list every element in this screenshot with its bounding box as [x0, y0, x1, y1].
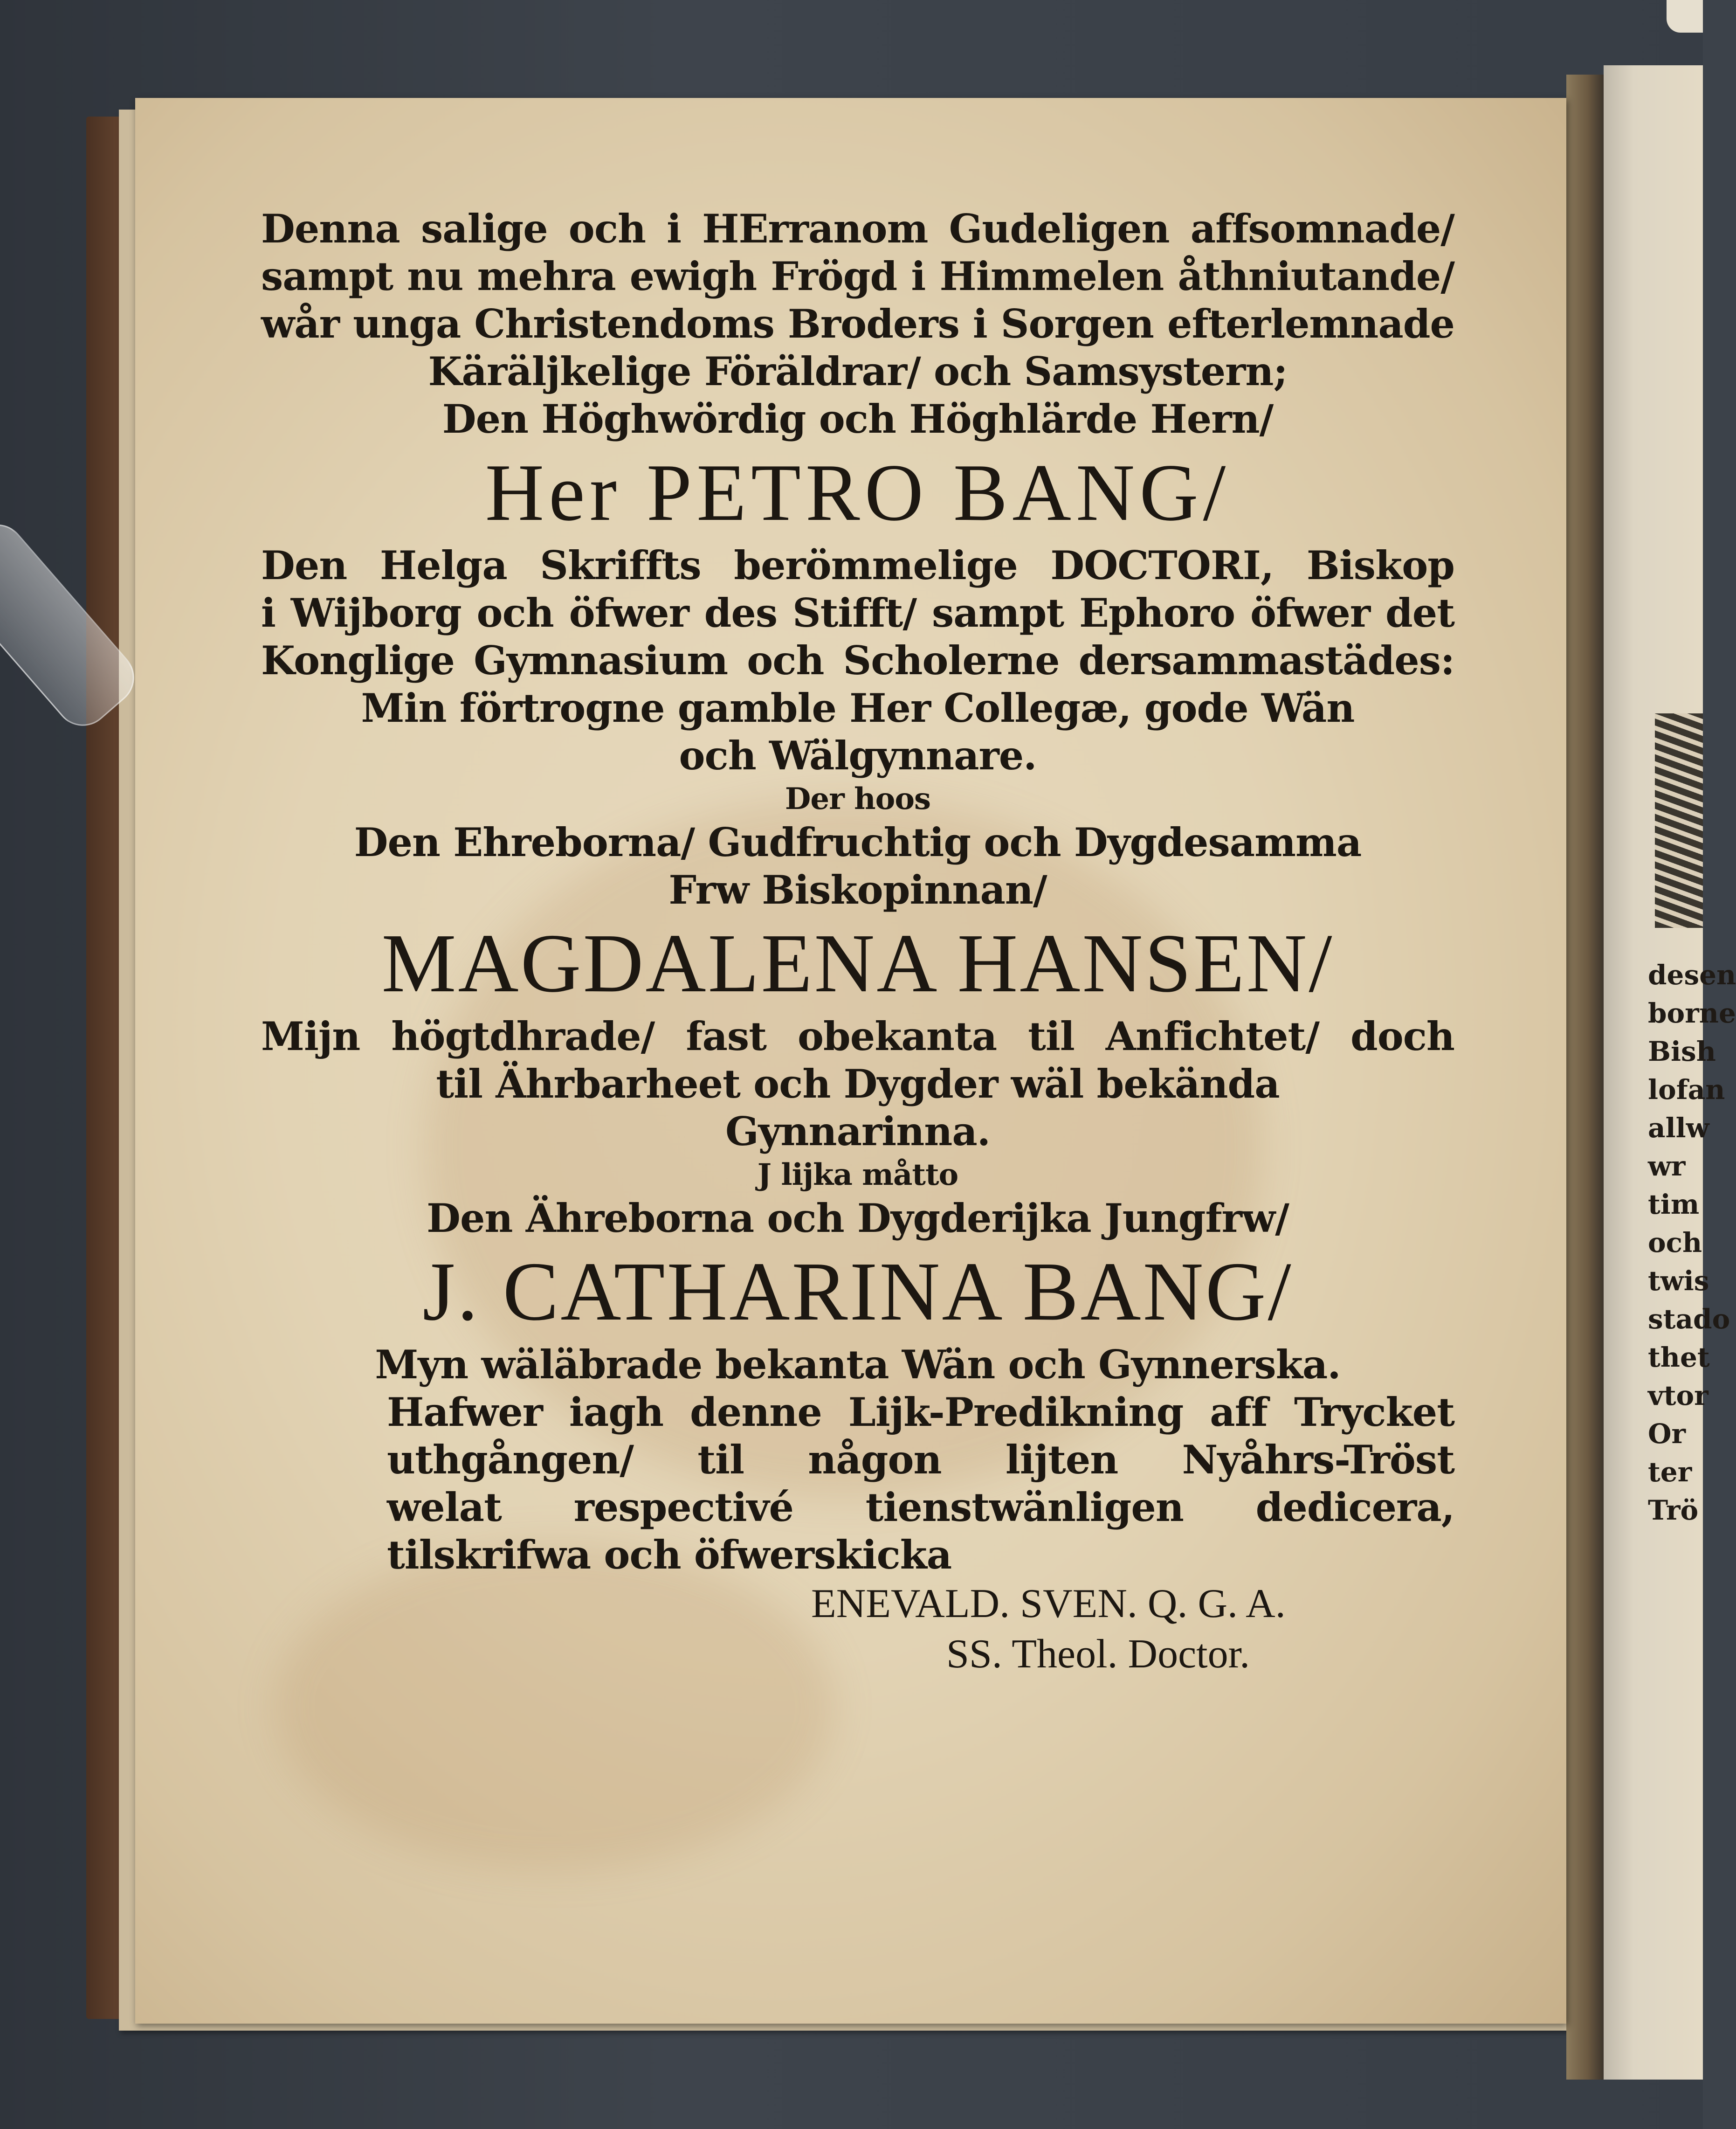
text-line: Hafwer iagh denne Lijk-Predikning aff Trycket — [387, 1389, 1454, 1435]
facing-line: stado — [1648, 1303, 1730, 1335]
honoree-name-petro: Her PETRO BANG/ — [485, 447, 1231, 538]
text-line: welat respectivé tienstwänligen dedicera, — [387, 1484, 1454, 1530]
text-line: Den Ähreborna och Dygderijka Jungfrw/ — [427, 1195, 1289, 1241]
honoree-name-catharina: J. CATHARINA BANG/ — [422, 1245, 1293, 1338]
text-line: Denna salige och i HErranom Gudeligen affsomnade/ — [261, 206, 1454, 252]
facing-line: twis — [1648, 1265, 1709, 1297]
text-line: i Wijborg och öfwer des Stifft/ sampt Ephoro öfwer det — [261, 590, 1454, 636]
text-line: Gynnarinna. — [725, 1108, 991, 1154]
facing-line: borne — [1648, 997, 1736, 1029]
text-line: sampt nu mehra ewigh Frögd i Himmelen åthniutande/ — [261, 253, 1454, 299]
page-tab — [1667, 0, 1703, 33]
facing-line: Trö — [1648, 1494, 1699, 1526]
facing-line: tim — [1648, 1189, 1700, 1220]
facing-line: Or — [1648, 1418, 1686, 1450]
text-line: Käräljkelige Föräldrar/ och Samsystern; — [428, 348, 1288, 394]
text-line: Den Helga Skriffts berömmelige DOCTORI, Biskop — [261, 542, 1454, 588]
dedication-text — [261, 205, 1454, 1680]
text-line: wår unga Christendoms Broders i Sorgen efterlemnade — [261, 301, 1454, 347]
text-line: Min förtrogne gamble Her Collegæ, gode Wän — [361, 685, 1355, 731]
facing-line: wr — [1648, 1150, 1686, 1182]
text-line: til Ährbarheet och Dygder wäl bekända — [436, 1061, 1280, 1107]
honoree-name-magdalena: MAGDALENA HANSEN/ — [381, 917, 1334, 1009]
facing-page-initial-ornament — [1655, 713, 1703, 928]
facing-page-text — [1648, 956, 1736, 1529]
facing-line: lofan — [1648, 1074, 1725, 1106]
facing-line: thet — [1648, 1341, 1710, 1373]
text-line: och Wälgynnare. — [679, 733, 1037, 779]
text-line: Frw Biskopinnan/ — [668, 867, 1047, 913]
text-line: Den Ehreborna/ Gudfruchtig och Dygdesamma — [354, 819, 1362, 865]
text-line: Mijn högtdhrade/ fast obekanta til Anfichtet/ doch — [261, 1013, 1454, 1059]
facing-line: ter — [1648, 1456, 1692, 1488]
signature-title: SS. Theol. Doctor. — [946, 1631, 1250, 1677]
facing-line: och — [1648, 1227, 1702, 1258]
text-line: uthgången/ til någon lijten Nyåhrs-Tröst — [387, 1437, 1454, 1483]
facing-line: allw — [1648, 1112, 1709, 1144]
facing-line: Bish — [1648, 1036, 1716, 1067]
text-line: Den Höghwördig och Höghlärde Hern/ — [442, 396, 1274, 442]
text-line: Der hoos — [785, 781, 931, 816]
text-line: Myn wäläbrade bekanta Wän och Gynnerska. — [375, 1341, 1341, 1388]
book-gutter — [1566, 75, 1608, 2080]
text-line: tilskrifwa och öfwerskicka — [387, 1532, 952, 1578]
facing-line: vtor — [1648, 1380, 1708, 1411]
facing-line: desen — [1648, 959, 1736, 991]
signature-name: ENEVALD. SVEN. Q. G. A. — [811, 1581, 1286, 1626]
text-line: J lijka måtto — [757, 1157, 958, 1192]
text-line: Konglige Gymnasium och Scholerne dersammastädes: — [261, 637, 1454, 684]
